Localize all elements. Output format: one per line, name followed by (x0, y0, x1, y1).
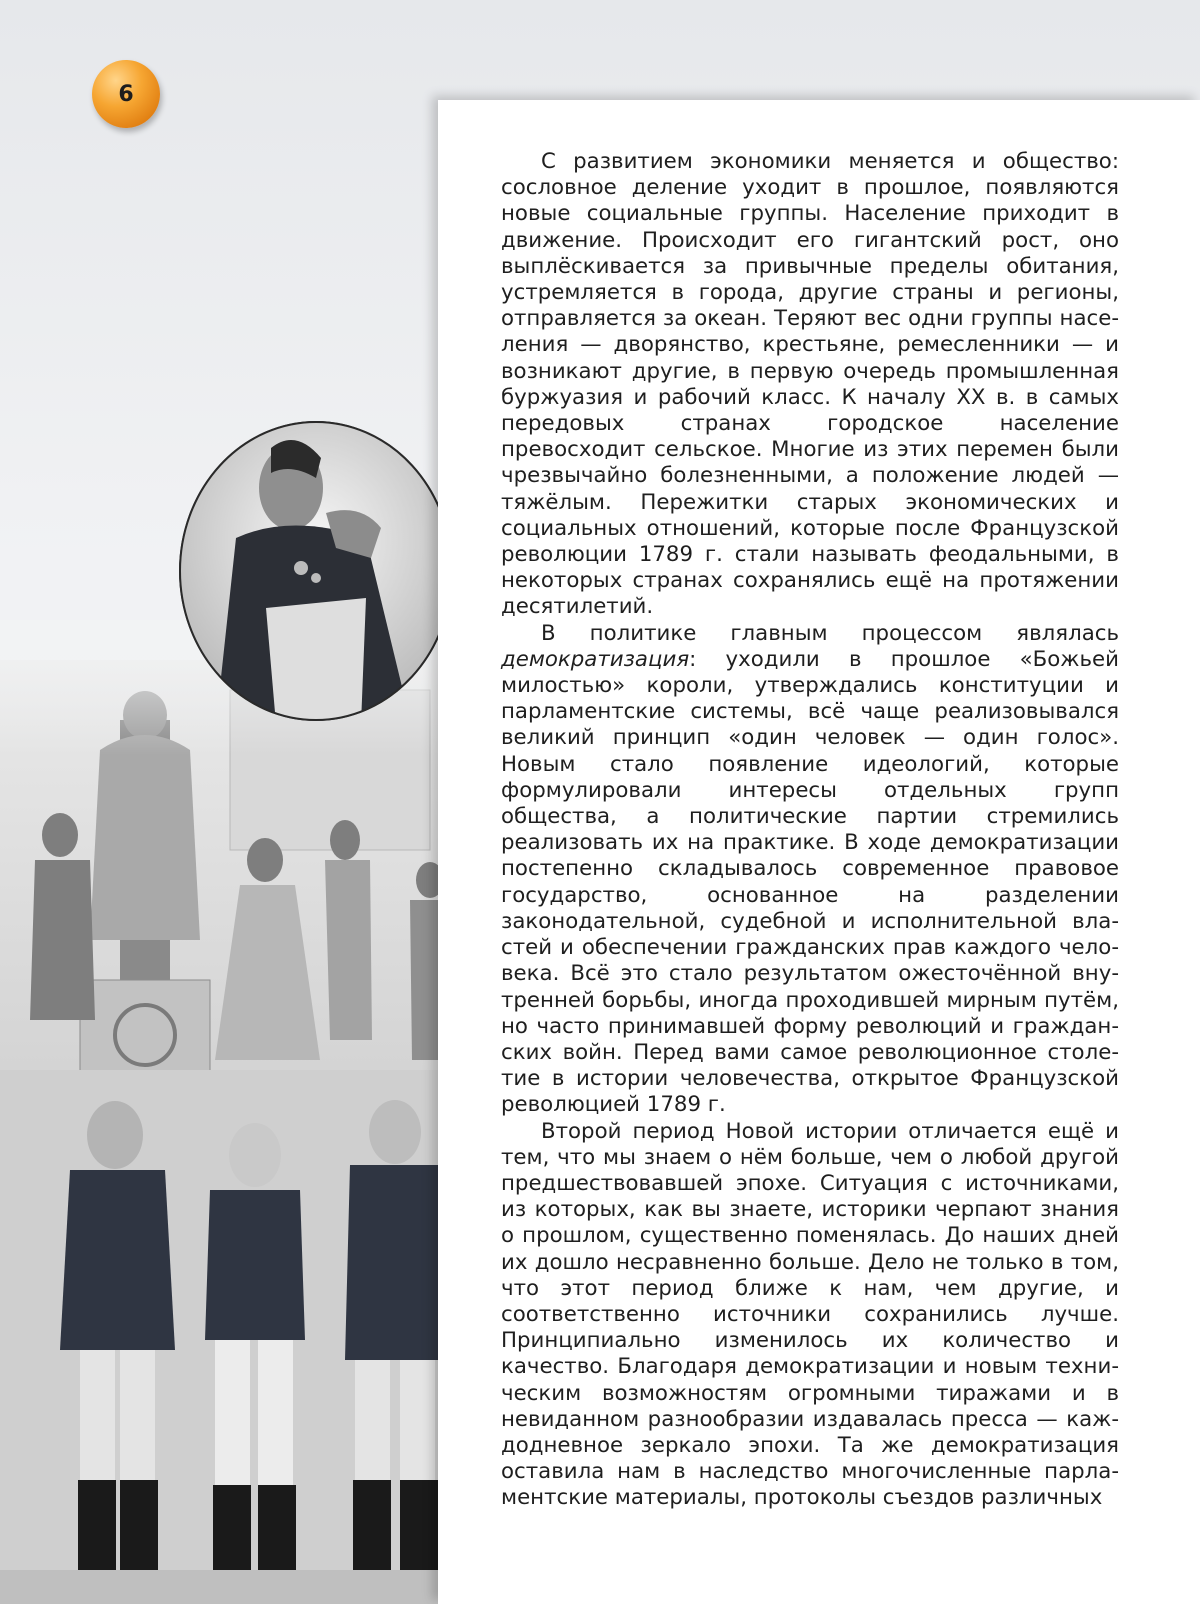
paragraph-democratization (501, 621, 1119, 1119)
page-number-badge (92, 60, 160, 128)
body-text (501, 149, 1119, 1512)
term-democratization: демократизация (501, 646, 690, 672)
paragraph-sources: Второй период Новой истории отличается ещё и тем, что мы знаем о нём больше, чем о любой другой предшествовавшей эпохе. Ситуация с источниками, из которых, как вы знаете, историки черпают знания о прошлом, существенно поменялась. До наших дней их дошло несравненно больше. Дело не только в том, что этот период ближе к нам, чем другие, и соответственно источники сохранились лучше. Принципиально изменилось их количество и качество. Благодаря демократизации и новым техническим возможностям огромными тиражами и в невиданном разнообразии издавалась пресса — каждодневное зеркало эпохи. Та же демократизация оставила нам в наследство многочисленные парламентские материалы, протоколы съездов различных (501, 1118, 1119, 1511)
paragraph-economy-society: С развитием экономики меняется и общество: сословное деление уходит в прошлое, появляются новые социальные группы. Население приходит в движение. Происходит его гигантский рост, оно выплёскивается за привычные пределы обитания, устремляется в города, другие страны и регионы, отправляется за океан. Теряют вес одни группы населения — дворянство, крестьяне, ремесленники — и возникают другие, в первую очередь промышленная буржуазия и рабочий класс. К началу XX в. в самых передовых странах городское население превосходит сельское. Многие из этих перемен были чрезвычайно болезненными, а положение людей — тяжёлым. Пережитки старых экономических и социальных отношений, которые после Французской революции 1789 г. стали называть феодальными, в некоторых странах сохранялись ещё на протяжении десятилетий. (501, 149, 1119, 620)
page-number: 6 (118, 81, 134, 107)
paragraph-democratization-start: В политике главным процессом являлась (541, 620, 1119, 646)
portrait-napoleon-oval (176, 418, 456, 724)
paragraph-democratization-rest: : уходили в прошлое «Божьей милостью» короли, утверждались конституции и парламентские системы, всё чаще реализовывался великий принцип «один человек — один голос». Новым стало появление идеологий, которые формулировали интересы отдельных групп общества, а политические партии стремились реализовать их на практике. В ходе демократизации постепенно складывалось современное правовое государство, основанное на разделении законодательной, судебной и исполнительной властей и обеспечении гражданских прав каждого человека. Всё это стало результатом ожесточённой внутренней борьбы, иногда проходившей мирным путём, но часто принимавшей форму революций и гражданских войн. Перед вами самое революционное столетие в истории человечества, открытое Французской революцией 1789 г. (501, 646, 1119, 1118)
engraving-three-monarchs (0, 1070, 470, 1604)
